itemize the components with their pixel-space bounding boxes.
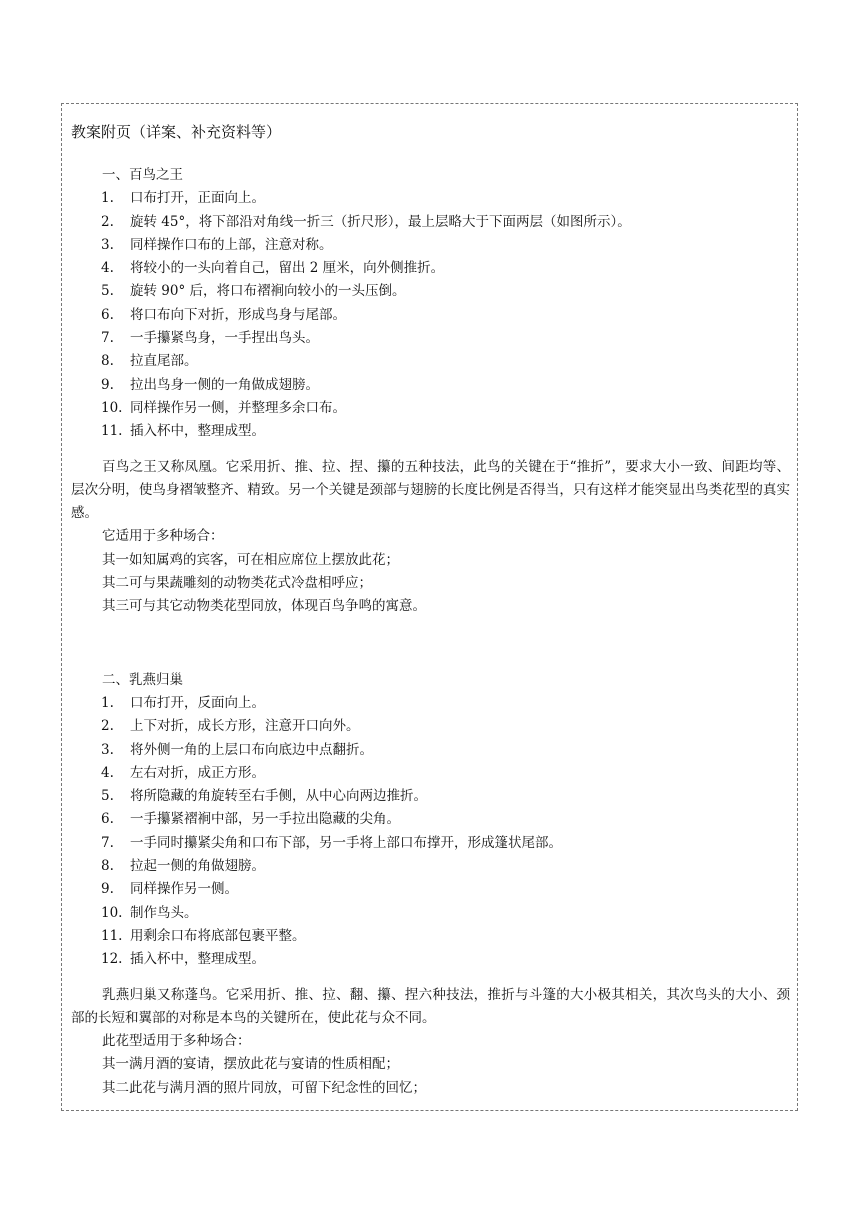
list-item	[62, 762, 799, 785]
step-number: 2.	[101, 718, 114, 735]
list-item	[62, 420, 799, 443]
page-title: 教案附页（详案、补充资料等）	[71, 123, 282, 141]
step-number: 7.	[101, 330, 114, 347]
section-heading: 一、百鸟之王	[102, 167, 183, 183]
step-text: 将口布向下对折，形成鸟身与尾部。	[130, 306, 346, 323]
step-number: 10.	[101, 399, 123, 416]
step-number: 11.	[101, 927, 123, 944]
step-number: 12.	[101, 951, 123, 968]
list-item	[62, 374, 799, 397]
occasion-item: 其三可与其它动物类花型同放，体现百鸟争鸣的寓意。	[102, 598, 426, 615]
list-item	[62, 739, 799, 762]
step-text: 旋转 90° 后，将口布褶裥向较小的一头压倒。	[130, 283, 406, 300]
step-text: 插入杯中，整理成型。	[130, 423, 265, 440]
step-number: 10.	[101, 904, 123, 921]
step-number: 7.	[101, 834, 114, 851]
step-text: 旋转 45°，将下部沿对角线一折三（折尺形），最上层略大于下面两层（如图所示）。	[130, 213, 631, 230]
step-text: 左右对折，成正方形。	[130, 764, 265, 781]
step-text: 一手攥紧褶裥中部，另一手拉出隐藏的尖角。	[130, 811, 400, 828]
list-item	[62, 234, 799, 257]
list-item	[62, 948, 799, 971]
step-number: 3.	[101, 741, 114, 758]
occasion-item: 其二此花与满月酒的照片同放，可留下纪念性的回忆；	[102, 1079, 426, 1096]
occasion-item: 其二可与果蔬雕刻的动物类花式冷盘相呼应；	[102, 575, 372, 592]
step-text: 拉直尾部。	[130, 353, 198, 370]
list-item	[62, 280, 799, 303]
step-number: 1.	[101, 694, 114, 711]
list-item	[62, 350, 799, 373]
occasion-intro: 此花型适用于多种场合：	[102, 1033, 251, 1050]
step-text: 将较小的一头向着自己，留出 2 厘米，向外侧推折。	[130, 260, 445, 277]
step-text: 同样操作另一侧。	[130, 881, 238, 898]
list-item	[62, 327, 799, 350]
step-text: 拉出鸟身一侧的一角做成翅膀。	[130, 376, 319, 393]
step-number: 9.	[101, 376, 114, 393]
step-number: 6.	[101, 811, 114, 828]
list-item	[62, 832, 799, 855]
description-paragraph: 乳燕归巢又称蓬鸟。它采用折、推、拉、翻、攥、捏六种技法，推折与斗篷的大小极其相关，其次鸟头的大小、颈部的长短和翼部的对称是本鸟的关键所在，使此花与众不同。	[71, 986, 790, 1026]
step-text: 用剩余口布将底部包裹平整。	[130, 927, 306, 944]
list-item	[62, 785, 799, 808]
step-text: 制作鸟头。	[130, 904, 198, 921]
list-item	[62, 902, 799, 925]
step-text: 口布打开，反面向上。	[130, 694, 265, 711]
step-text: 插入杯中，整理成型。	[130, 951, 265, 968]
step-text: 上下对折，成长方形，注意开口向外。	[130, 718, 360, 735]
step-text: 同样操作另一侧，并整理多余口布。	[130, 399, 346, 416]
step-text: 同样操作口布的上部，注意对称。	[130, 236, 333, 253]
step-number: 11.	[101, 423, 123, 440]
occasion-item: 其一满月酒的宴请，摆放此花与宴请的性质相配；	[102, 1056, 399, 1073]
step-number: 8.	[101, 858, 114, 875]
step-number: 8.	[101, 353, 114, 370]
list-item	[62, 855, 799, 878]
step-number: 2.	[101, 213, 114, 230]
list-item	[62, 187, 799, 210]
step-number: 6.	[101, 306, 114, 323]
section-heading: 二、乳燕归巢	[102, 671, 183, 688]
list-item	[62, 397, 799, 420]
occasion-intro: 它适用于多种场合：	[102, 528, 224, 545]
step-number: 4.	[101, 260, 114, 277]
step-number: 4.	[101, 764, 114, 781]
step-text: 一手同时攥紧尖角和口布下部，另一手将上部口布撑开，形成篷状尾部。	[130, 834, 562, 851]
content	[62, 164, 799, 1100]
step-number: 5.	[101, 788, 114, 805]
lesson-plan-box	[61, 103, 798, 1111]
list-item	[62, 304, 799, 327]
list-item	[62, 692, 799, 715]
list-item	[62, 211, 799, 234]
step-list	[62, 692, 799, 972]
step-text: 口布打开，正面向上。	[130, 190, 265, 207]
step-text: 一手攥紧鸟身，一手捏出鸟头。	[130, 330, 319, 347]
step-text: 将外侧一角的上层口布向底边中点翻折。	[130, 741, 373, 758]
step-text: 拉起一侧的角做翅膀。	[130, 858, 265, 875]
list-item	[62, 925, 799, 948]
step-text: 将所隐藏的角旋转至右手侧，从中心向两边推折。	[130, 788, 427, 805]
occasion-item: 其一如知属鸡的宾客，可在相应席位上摆放此花；	[102, 551, 399, 568]
step-list	[62, 187, 799, 443]
description-paragraph: 百鸟之王又称凤凰。它采用折、推、拉、捏、攥的五种技法，此鸟的关键在于“推折”，要求大小一致、间距均等、层次分明，使鸟身褶皱整齐、精致。另一个关键是颈部与翅膀的长度比例是否得当，只有这样才能突显出鸟类花型的真实感。	[71, 458, 790, 522]
list-item	[62, 878, 799, 901]
step-number: 1.	[101, 190, 114, 207]
list-item	[62, 715, 799, 738]
list-item	[62, 808, 799, 831]
list-item	[62, 257, 799, 280]
step-number: 5.	[101, 283, 114, 300]
step-number: 3.	[101, 236, 114, 253]
step-number: 9.	[101, 881, 114, 898]
